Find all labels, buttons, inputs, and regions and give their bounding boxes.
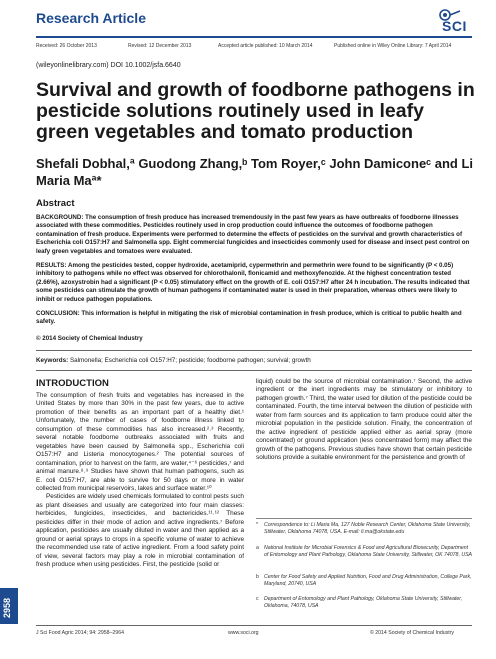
- revised-date: Revised: 12 December 2013: [128, 43, 192, 49]
- footnote-mark: *: [256, 522, 259, 528]
- abstract-heading: Abstract: [36, 198, 75, 209]
- abstract-copyright: © 2014 Society of Chemical Industry: [36, 335, 143, 342]
- footnote-correspondence: [256, 522, 472, 536]
- section-label: Research Article: [36, 10, 146, 26]
- published-online-date: Published online in Wiley Online Library: 7 April 2014: [334, 43, 452, 49]
- abstract-results: [36, 262, 472, 304]
- intro-paragraph-2: Pesticides are widely used chemicals formulated to control pests such as plant diseases and usually are categorized into four main classes: herbicides, fungicides, insecticides, and bactericides.¹¹˒¹² These pesticides differ in their mode of action and active ingredients.⁷ Before application, pesticides are usually diluted in water and then applied as a ground or aerial sprays to crops in a specific volume of water to achieve the recommended use rate of active ingredient. From a food safety point of view, several factors may play a role in microbial contamination of fresh produce when using pesticides. First, the pesticide (solid or: [36, 493, 244, 569]
- background-label: BACKGROUND:: [36, 214, 84, 221]
- footnote-affiliation-a: [256, 545, 472, 559]
- footer-citation: J Sci Food Agric 2014; 94: 2958–2964: [36, 630, 124, 636]
- footer-website[interactable]: www.soci.org: [228, 630, 259, 636]
- footnote-mark: c: [256, 596, 259, 602]
- abstract-conclusion: [36, 310, 472, 327]
- footnote-mark: b: [256, 574, 259, 580]
- conclusion-label: CONCLUSION:: [36, 310, 80, 317]
- footer-copyright: © 2014 Society of Chemical Industry: [370, 630, 454, 636]
- keywords-bottom-rule: [36, 370, 472, 371]
- body-left-column: [36, 392, 244, 570]
- keywords-text: Salmonella; Escherichia coli O157:H7; pesticide; foodborne pathogen; survival; growth: [69, 357, 311, 364]
- keywords-label: Keywords:: [36, 357, 69, 364]
- results-text: Among the pesticides tested, copper hydroxide, acetamiprid, cypermethrin and permethrin were found to be significantly (P < 0.05) inhibitory to pathogens while no effect was observed for chlorothalonil, flonicamid and methoxyfenozide. At the highest concentration tested (2.66%), azoxystrobin had a significant (P < 0.05) stimulatory effect on the growth of E. coli O157:H7 after 24 h incubation. The results indicated that some pesticides can stimulate the growth of human pathogens if contaminated water is used in their preparation, whereas others were likely to inhibit or reduce pathogen populations.: [36, 262, 470, 303]
- footnote-text: National Institute for Microbial Forensics & Food and Agricultural Biosecurity, Department of Entomology and Plant Pathology, Oklahoma State University, Stillwater, OK 74078, USA: [264, 545, 472, 558]
- keywords-top-rule: [36, 350, 472, 351]
- header-rule: [36, 36, 472, 38]
- footnote-mark: a: [256, 545, 259, 551]
- accepted-date: Accepted article published: 10 March 2014: [218, 43, 313, 49]
- sci-logo: [428, 8, 478, 34]
- page-number: 2958: [2, 597, 12, 618]
- received-date: Received: 26 October 2013: [36, 43, 97, 49]
- footnote-text: Correspondence to: Li Maria Ma, 127 Noble Research Center, Oklahoma State University, Stillwater, Oklahoma 74078, USA. E-mail: li.ma@okstate.edu: [264, 522, 471, 535]
- intro-paragraph-3: liquid) could be the source of microbial contamination.⁷ Second, the active ingredient or the inert ingredients may be stimulatory or inhibitory to pathogen growth.⁷ Third, the water used for dilution of the pesticide could be contaminated. Fourth, the time interval between the dilution of pesticide with water from farm sources and its application to farm produce could alter the microbial population in the pesticide solution. Finally, the concentration of the active ingredient of pesticide applied either as aerial spray (more concentrated) or ground application (less concentrated form) may affect the growth of the pathogens. Previous studies have shown that certain pesticide solutions provide a suitable environment for the persistence and growth of: [256, 378, 472, 462]
- footer-rule: [36, 625, 472, 626]
- keywords-line: [36, 357, 472, 364]
- conclusion-text: This information is helpful in mitigating the risk of microbial contamination in fresh produce, which is critical to public health and safety.: [36, 310, 462, 326]
- introduction-heading: INTRODUCTION: [36, 378, 109, 389]
- background-text: The consumption of fresh produce has increased tremendously in the past few years as have outbreaks of foodborne illnesses associated with these commodities. Pesticides routinely used in crop production could influence the outcomes of foodborne pathogen contamination of fresh produce. Experiments were performed to determine the effects of pesticides on the survival and growth characteristics of Escherichia coli O157:H7 and Salmonella spp. Eight commercial fungicides and insecticides commonly used for disease and insect pest control on leafy green vegetables and tomatoes were evaluated.: [36, 214, 470, 255]
- results-label: RESULTS:: [36, 262, 67, 269]
- article-title: Survival and growth of foodborne pathogens in pesticide solutions routinely used in leafy green vegetables and tomato production: [36, 79, 475, 143]
- doi-line[interactable]: (wileyonlinelibrary.com) DOI 10.1002/jsfa.6640: [36, 62, 181, 69]
- body-right-column: [256, 378, 472, 463]
- abstract-background: [36, 214, 472, 256]
- sci-logo-text: SCI: [442, 18, 467, 34]
- footnote-rule: [256, 518, 472, 519]
- intro-paragraph-1: The consumption of fresh fruits and vegetables has increased in the United States by more than 30% in the past few years, due to active promotion of their benefits as an important part of a healthy diet.¹ Unfortunately, the number of cases of foodborne illness linked to consumption of these commodities has also increased.²˒³ Recently, several notable foodborne outbreaks associated with fruits and vegetables have been caused by Salmonella spp., Escherichia coli O157:H7 and Listeria monocytogenes.² The potential sources of contamination, prior to harvest on the farm, are water,⁴⁻⁶ pesticides,⁷ and animal manure.⁸˒⁹ Studies have shown that human pathogens, such as E. coli O157:H7, are able to survive for 50 days or more in water collected from municipal reservoirs, lakes and surface water.¹⁰: [36, 392, 244, 492]
- page-number-tab: [0, 588, 18, 624]
- footnote-text: Department of Entomology and Plant Pathology, Oklahoma State University, Stillwater, Oklahoma, 74078, USA: [264, 596, 463, 609]
- author-list: Shefali Dobhal,ª Guodong Zhang,ᵇ Tom Royer,ᶜ John Damiconeᶜ and Li Maria Maª*: [36, 156, 473, 188]
- footnote-affiliation-c: [256, 596, 472, 610]
- footnote-affiliation-b: [256, 574, 472, 588]
- footnote-text: Center for Food Safety and Applied Nutrition, Food and Drug Administration, College Park, Maryland, 20740, USA: [264, 574, 472, 587]
